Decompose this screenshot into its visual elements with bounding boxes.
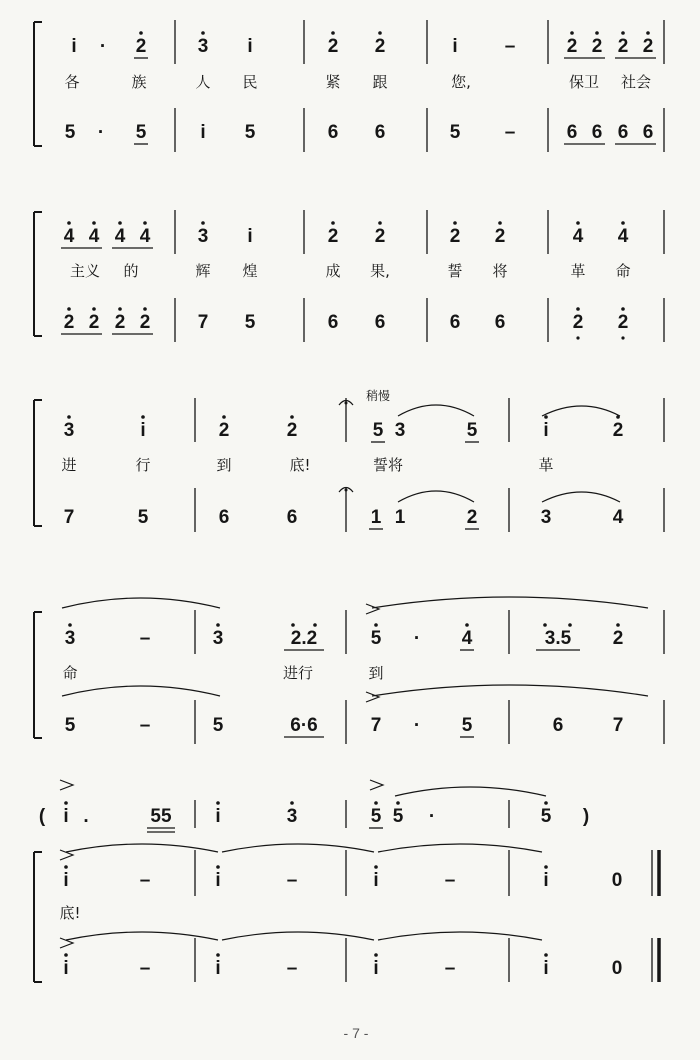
note: 5 bbox=[244, 312, 256, 333]
dash: – bbox=[286, 870, 298, 891]
note: i bbox=[543, 870, 549, 891]
system-2 bbox=[34, 210, 664, 342]
note: 2 bbox=[88, 312, 100, 333]
cue-line bbox=[39, 780, 589, 832]
slur bbox=[372, 685, 648, 696]
lyric: 到 bbox=[216, 456, 232, 474]
note: 5 bbox=[466, 420, 478, 441]
note: 6 bbox=[552, 715, 564, 736]
slur bbox=[398, 491, 474, 502]
note: 1 bbox=[370, 507, 382, 528]
lyric-line bbox=[70, 262, 631, 280]
note: 2 bbox=[642, 36, 654, 57]
lyric: 底! bbox=[289, 456, 311, 474]
note: 6 bbox=[449, 312, 461, 333]
note: 2.2 bbox=[290, 628, 318, 649]
note: i bbox=[215, 958, 221, 979]
lyric: 人 bbox=[195, 73, 211, 91]
bass-staff bbox=[65, 122, 656, 144]
note: 2 bbox=[612, 420, 624, 441]
dot-mark: · bbox=[428, 806, 436, 827]
lyric: 革 bbox=[538, 456, 554, 474]
lyric: 保卫 bbox=[568, 73, 600, 91]
note: i bbox=[140, 420, 146, 441]
note: 3 bbox=[394, 420, 406, 441]
note: 3 bbox=[286, 806, 298, 827]
lyric: 命 bbox=[615, 262, 631, 280]
dot-mark: · bbox=[97, 122, 105, 143]
dash: – bbox=[444, 870, 456, 891]
lyric: 煌 bbox=[242, 262, 258, 280]
note: 5 bbox=[392, 806, 404, 827]
note: i bbox=[215, 870, 221, 891]
note: 5 bbox=[135, 122, 147, 143]
dot-mark: · bbox=[413, 715, 421, 736]
note: 7 bbox=[612, 715, 624, 736]
note: 2 bbox=[135, 36, 147, 57]
lyric: 主义 bbox=[69, 262, 101, 280]
lyric: 民 bbox=[242, 73, 258, 91]
note: 2 bbox=[63, 312, 75, 333]
note: 2 bbox=[286, 420, 298, 441]
parenthesis: ) bbox=[582, 806, 590, 827]
accent-mark bbox=[366, 604, 379, 614]
note: 1 bbox=[394, 507, 406, 528]
accent-mark bbox=[366, 692, 379, 702]
note: i bbox=[63, 806, 69, 827]
note: 2 bbox=[612, 628, 624, 649]
dash: – bbox=[504, 36, 516, 57]
lyric: 各 bbox=[64, 73, 80, 91]
note: 5 bbox=[137, 507, 149, 528]
note: 5 bbox=[244, 122, 256, 143]
note: 6·6 bbox=[290, 715, 318, 736]
lyric: 将 bbox=[492, 262, 508, 280]
note: i bbox=[373, 958, 379, 979]
lyric: 的 bbox=[123, 262, 139, 280]
note: 2 bbox=[327, 36, 339, 57]
note: i bbox=[215, 806, 221, 827]
note: 3.5 bbox=[544, 628, 572, 649]
note: i bbox=[247, 226, 253, 247]
tie bbox=[222, 844, 374, 852]
note: 6 bbox=[642, 122, 654, 143]
lyric: 誓 bbox=[447, 262, 463, 280]
note: 2 bbox=[139, 312, 151, 333]
note: 4 bbox=[612, 507, 624, 528]
accent-mark bbox=[370, 780, 383, 790]
lyric: 成 bbox=[325, 262, 341, 280]
note: 3 bbox=[64, 628, 76, 649]
slur bbox=[542, 406, 620, 416]
note: 3 bbox=[63, 420, 75, 441]
note: 7 bbox=[63, 507, 75, 528]
bass-staff bbox=[61, 307, 628, 339]
dash: – bbox=[139, 958, 151, 979]
note: 5 bbox=[372, 420, 384, 441]
lyric: 跟 bbox=[372, 73, 388, 91]
tie bbox=[62, 598, 220, 608]
note: 4 bbox=[114, 226, 126, 247]
dash: – bbox=[139, 870, 151, 891]
note: 6 bbox=[617, 122, 629, 143]
dot-mark: . bbox=[83, 806, 89, 827]
note: 2 bbox=[114, 312, 126, 333]
note: 6 bbox=[566, 122, 578, 143]
lyric-line bbox=[64, 73, 651, 91]
lyric: 族 bbox=[131, 73, 147, 91]
system-1 bbox=[34, 20, 664, 152]
note: 4 bbox=[139, 226, 151, 247]
lyric-line bbox=[61, 456, 553, 474]
note: 2 bbox=[494, 226, 506, 247]
note: i bbox=[247, 36, 253, 57]
note: 2 bbox=[572, 312, 584, 333]
system-bracket bbox=[34, 852, 42, 982]
lyric: 进 bbox=[61, 456, 77, 474]
note: 4 bbox=[572, 226, 584, 247]
lyric: 底! bbox=[59, 904, 81, 922]
lyric: 社会 bbox=[620, 73, 652, 91]
tie bbox=[378, 932, 542, 940]
tie bbox=[62, 686, 220, 696]
lyric: 行 bbox=[135, 456, 151, 474]
slur bbox=[398, 405, 474, 416]
system-bracket bbox=[34, 612, 42, 738]
bass-staff bbox=[64, 491, 624, 529]
note: 4 bbox=[88, 226, 100, 247]
bass-staff bbox=[62, 685, 648, 737]
note: 3 bbox=[197, 226, 209, 247]
lyric: 命 bbox=[62, 664, 78, 682]
lyric: 革 bbox=[570, 262, 586, 280]
dash: – bbox=[444, 958, 456, 979]
system-5 bbox=[34, 780, 659, 982]
note: 2 bbox=[449, 226, 461, 247]
note: 3 bbox=[540, 507, 552, 528]
dash: – bbox=[504, 122, 516, 143]
note: 2 bbox=[374, 36, 386, 57]
lyric: 到 bbox=[368, 664, 384, 682]
note: i bbox=[543, 420, 549, 441]
parenthesis: ( bbox=[38, 806, 46, 827]
dash: – bbox=[286, 958, 298, 979]
lyric: 果, bbox=[370, 262, 390, 280]
melody-staff bbox=[71, 31, 656, 58]
note: 5 bbox=[461, 715, 473, 736]
lyric: 誓将 bbox=[372, 456, 404, 474]
note: 2 bbox=[591, 36, 603, 57]
note: 5 bbox=[64, 122, 76, 143]
note: i bbox=[63, 958, 69, 979]
slur bbox=[542, 492, 620, 502]
dash: – bbox=[139, 715, 151, 736]
note: 5 bbox=[64, 715, 76, 736]
note: 5 bbox=[540, 806, 552, 827]
note: i bbox=[200, 122, 206, 143]
system-bracket bbox=[34, 400, 42, 526]
rest: 0 bbox=[611, 958, 623, 979]
note: 6 bbox=[591, 122, 603, 143]
tie bbox=[222, 932, 374, 940]
note: i bbox=[373, 870, 379, 891]
tie bbox=[395, 787, 546, 796]
lyric: 进行 bbox=[282, 664, 314, 682]
note: 5 bbox=[370, 806, 382, 827]
note: 5 bbox=[212, 715, 224, 736]
note: 2 bbox=[374, 226, 386, 247]
lyric: 紧 bbox=[325, 73, 341, 91]
system-3 bbox=[34, 388, 664, 532]
lyric-line bbox=[62, 664, 383, 682]
page-number: - 7 - bbox=[343, 1025, 369, 1041]
melody-staff bbox=[62, 597, 648, 650]
system-4 bbox=[34, 597, 664, 744]
note: 6 bbox=[327, 122, 339, 143]
note: 3 bbox=[197, 36, 209, 57]
bass-staff bbox=[60, 932, 622, 979]
note: 3 bbox=[212, 628, 224, 649]
note: i bbox=[71, 36, 77, 57]
note: 6 bbox=[374, 122, 386, 143]
accent-mark bbox=[60, 780, 73, 790]
note: 6 bbox=[327, 312, 339, 333]
melody-staff bbox=[61, 221, 629, 248]
note: 2 bbox=[466, 507, 478, 528]
note: 2 bbox=[218, 420, 230, 441]
note: i bbox=[63, 870, 69, 891]
note: 6 bbox=[286, 507, 298, 528]
note: 4 bbox=[617, 226, 629, 247]
melody-staff bbox=[60, 844, 622, 891]
note: 4 bbox=[461, 628, 473, 649]
note: 5 bbox=[449, 122, 461, 143]
slur bbox=[372, 597, 648, 608]
note: 2 bbox=[566, 36, 578, 57]
lyric: 辉 bbox=[195, 262, 211, 280]
dash: – bbox=[139, 628, 151, 649]
note: 5 bbox=[370, 628, 382, 649]
note: 6 bbox=[218, 507, 230, 528]
melody-staff bbox=[64, 405, 624, 442]
note: 2 bbox=[327, 226, 339, 247]
note: 55 bbox=[150, 806, 172, 827]
system-bracket bbox=[34, 22, 42, 146]
dot-mark: · bbox=[413, 628, 421, 649]
lyric: 您, bbox=[451, 73, 471, 91]
note: 2 bbox=[617, 312, 629, 333]
dot-mark: · bbox=[99, 36, 107, 57]
note: 6 bbox=[374, 312, 386, 333]
note: i bbox=[543, 958, 549, 979]
note: 4 bbox=[63, 226, 75, 247]
tempo-annotation: 稍慢 bbox=[366, 389, 391, 403]
lyric-line bbox=[59, 904, 80, 922]
system-bracket bbox=[34, 212, 42, 336]
rest: 0 bbox=[611, 870, 623, 891]
note: 7 bbox=[197, 312, 209, 333]
note: 2 bbox=[617, 36, 629, 57]
note: i bbox=[452, 36, 458, 57]
note: 7 bbox=[370, 715, 382, 736]
note: 6 bbox=[494, 312, 506, 333]
tie bbox=[378, 844, 542, 852]
